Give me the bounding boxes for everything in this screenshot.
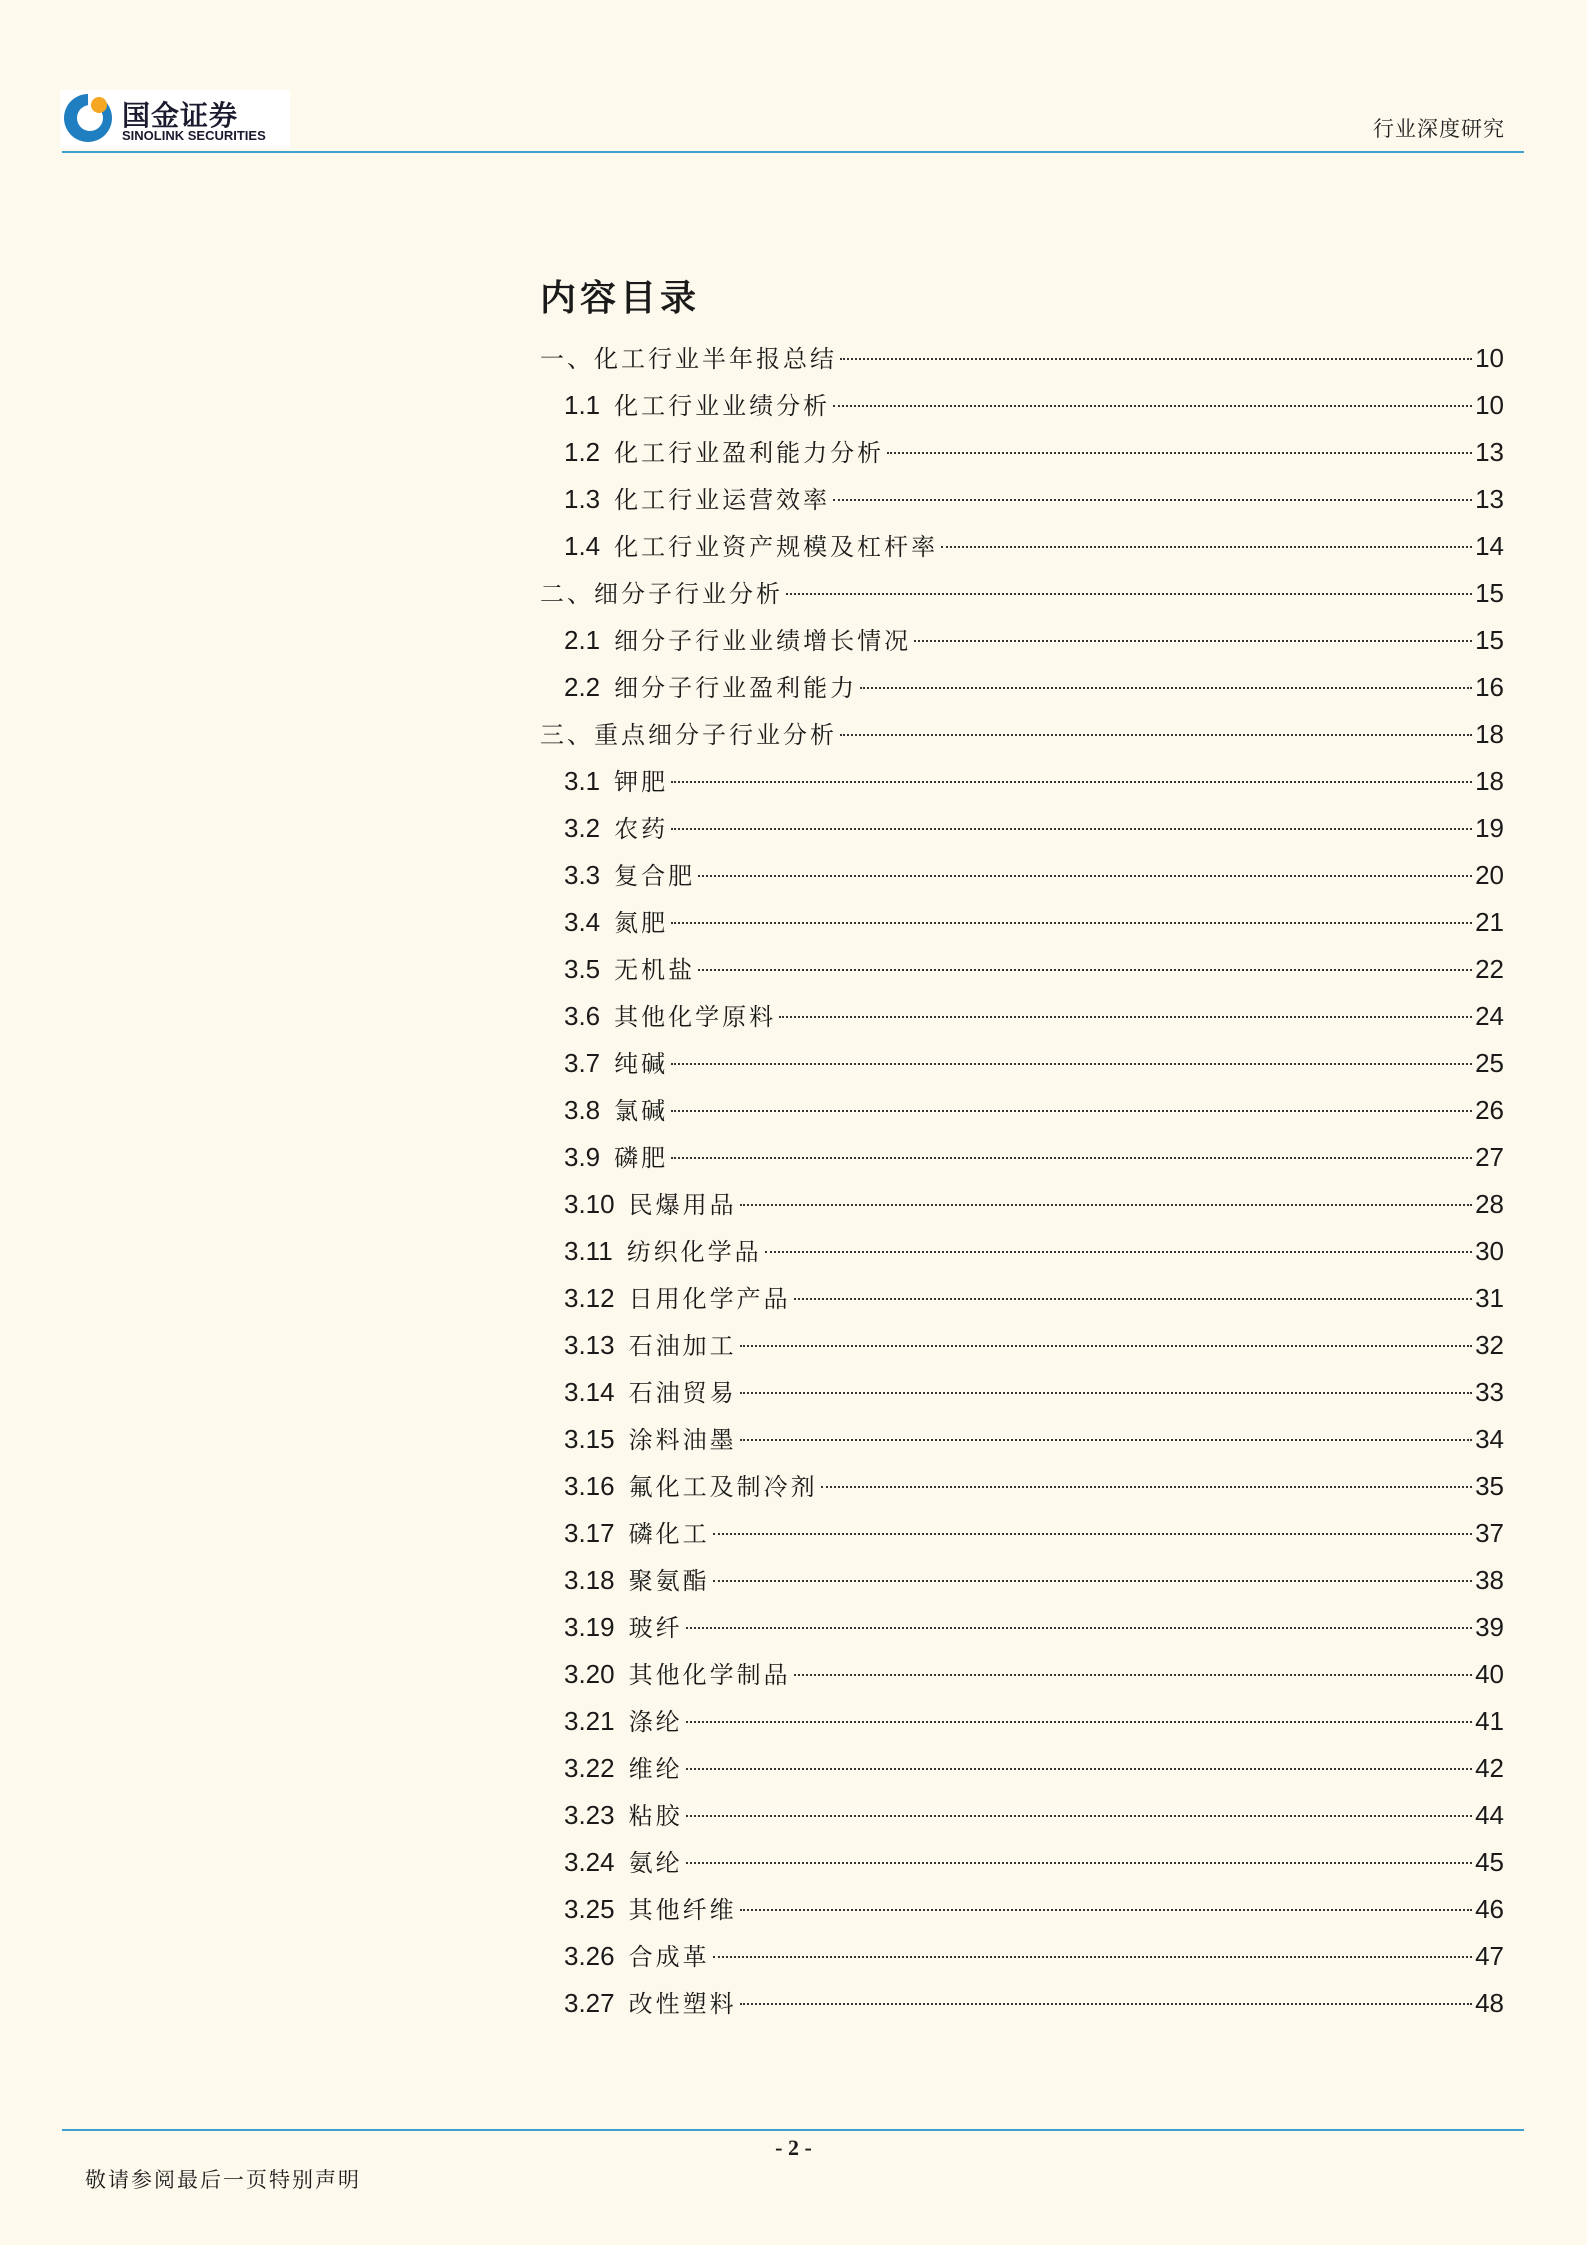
company-logo [60,90,290,148]
toc-entry-number: 3.12 [564,1283,615,1313]
toc-entry-page: 37 [1475,1518,1504,1548]
toc-entry[interactable] [540,1933,1504,1980]
toc-entry-number: 3.10 [564,1189,615,1219]
toc-dot-leader [671,1063,1472,1065]
toc-entry[interactable] [540,899,1504,946]
sinolink-logo-icon [62,92,114,144]
toc-entry-page: 22 [1475,954,1504,984]
toc-entry-number: 3.23 [564,1800,615,1830]
toc-dot-leader [740,1392,1472,1394]
toc-entry-label: 钾肥 [614,768,669,796]
toc-entry-label: 纺织化学品 [626,1238,762,1266]
toc-entry-page: 20 [1475,860,1504,890]
toc-entry-label: 细分子行业业绩增长情况 [614,627,912,655]
toc-entry-number: 3.19 [564,1612,615,1642]
toc-entry-number: 2.2 [564,672,601,702]
toc-entry[interactable] [540,570,1504,617]
toc-entry[interactable] [540,993,1504,1040]
toc-entry-number: 3.4 [564,907,601,937]
toc-entry-number: 2.1 [564,625,601,655]
toc-entry[interactable] [540,1087,1504,1134]
toc-entry-label: 化工行业运营效率 [614,486,831,514]
toc-entry-page: 21 [1475,907,1504,937]
toc-dot-leader [740,1204,1472,1206]
toc-dot-leader [833,405,1472,407]
toc-entry[interactable] [540,1886,1504,1933]
toc-entry[interactable] [540,805,1504,852]
report-type: 行业深度研究 [1373,117,1505,141]
toc-dot-leader [671,1157,1472,1159]
toc-entry-label: 其他化学原料 [614,1003,777,1031]
toc-entry-page: 31 [1475,1283,1504,1313]
toc-entry-label: 一、化工行业半年报总结 [540,345,837,373]
toc-entry-page: 32 [1475,1330,1504,1360]
toc-entry[interactable] [540,523,1504,570]
toc-entry[interactable] [540,617,1504,664]
toc-entry-number: 3.11 [564,1236,613,1266]
toc-entry-number: 3.27 [564,1988,615,2018]
toc-entry-number: 3.26 [564,1941,615,1971]
toc-dot-leader [671,828,1472,830]
toc-entry-page: 27 [1475,1142,1504,1172]
toc-entry[interactable] [540,758,1504,805]
toc-entry[interactable] [540,1134,1504,1181]
toc-entry-number: 3.22 [564,1753,615,1783]
toc-dot-leader [740,2003,1472,2005]
toc-entry-page: 42 [1475,1753,1504,1783]
toc-entry-page: 26 [1475,1095,1504,1125]
toc-entry-page: 39 [1475,1612,1504,1642]
toc-entry-label: 三、重点细分子行业分析 [540,721,837,749]
toc-dot-leader [941,546,1472,548]
toc-entry[interactable] [540,476,1504,523]
toc-entry-number: 3.25 [564,1894,615,1924]
toc-entry[interactable] [540,1510,1504,1557]
toc-dot-leader [698,875,1472,877]
toc-dot-leader [740,1909,1472,1911]
toc-entry-page: 47 [1475,1941,1504,1971]
toc-entry-page: 24 [1475,1001,1504,1031]
toc-entry-label: 磷化工 [628,1520,710,1548]
toc-entry-page: 34 [1475,1424,1504,1454]
toc-dot-leader [887,452,1472,454]
toc-entry-label: 石油加工 [628,1332,737,1360]
toc-entry[interactable] [540,1181,1504,1228]
toc-entry-label: 玻纤 [628,1614,683,1642]
toc-entry-page: 25 [1475,1048,1504,1078]
toc-entry[interactable] [540,1040,1504,1087]
logo-english-name: SINOLINK SECURITIES [122,128,266,143]
toc-dot-leader [698,969,1472,971]
toc-entry-page: 48 [1475,1988,1504,2018]
toc-entry-number: 1.2 [564,437,601,467]
toc-entry-page: 10 [1475,390,1504,420]
footer-divider [62,2129,1524,2131]
logo-chinese-name: 国金证券 [122,99,239,132]
toc-entry[interactable] [540,1275,1504,1322]
toc-entry-label: 复合肥 [614,862,696,890]
toc-entry-label: 其他纤维 [628,1896,737,1924]
toc-entry-label: 涂料油墨 [628,1426,737,1454]
toc-dot-leader [794,1298,1472,1300]
toc-entry[interactable] [540,1416,1504,1463]
toc-entry-number: 1.1 [564,390,601,420]
header-divider [62,151,1524,153]
toc-entry-label: 化工行业资产规模及杠杆率 [614,533,939,561]
toc-entry-label: 氨纶 [628,1849,683,1877]
toc-entry-number: 3.5 [564,954,601,984]
toc-dot-leader [686,1768,1472,1770]
toc-entry-number: 3.15 [564,1424,615,1454]
toc-dot-leader [833,499,1472,501]
toc-entry-page: 19 [1475,813,1504,843]
toc-dot-leader [765,1251,1472,1253]
toc-dot-leader [686,1627,1472,1629]
toc-entry-number: 3.13 [564,1330,615,1360]
toc-entry-page: 40 [1475,1659,1504,1689]
toc-entry-number: 1.4 [564,531,601,561]
toc-entry-number: 3.8 [564,1095,601,1125]
toc-dot-leader [671,1110,1472,1112]
toc-entry[interactable] [540,1369,1504,1416]
toc-entry-number: 3.17 [564,1518,615,1548]
toc-entry-label: 细分子行业盈利能力 [614,674,858,702]
toc-entry-page: 33 [1475,1377,1504,1407]
toc-dot-leader [779,1016,1472,1018]
toc-entry-number: 1.3 [564,484,601,514]
toc-entry-label: 氟化工及制冷剂 [628,1473,818,1501]
toc-dot-leader [740,1345,1472,1347]
toc-dot-leader [713,1956,1472,1958]
toc-entry-label: 聚氨酯 [628,1567,710,1595]
toc-entry[interactable] [540,664,1504,711]
toc-entry-page: 18 [1475,719,1504,749]
toc-dot-leader [713,1533,1472,1535]
toc-title: 内容目录 [540,277,701,319]
toc-entry-label: 改性塑料 [628,1990,737,2018]
toc-entry-label: 涤纶 [628,1708,683,1736]
toc-entry[interactable] [540,1698,1504,1745]
toc-dot-leader [840,734,1472,736]
toc-entry-page: 38 [1475,1565,1504,1595]
toc-entry-label: 民爆用品 [628,1191,737,1219]
toc-entry-number: 3.1 [564,766,601,796]
toc-entry-page: 18 [1475,766,1504,796]
toc-entry[interactable] [540,1651,1504,1698]
toc-entry-label: 石油贸易 [628,1379,737,1407]
toc-dot-leader [821,1486,1472,1488]
toc-entry[interactable] [540,1463,1504,1510]
toc-entry-number: 3.20 [564,1659,615,1689]
toc-entry-number: 3.6 [564,1001,601,1031]
toc-entry-number: 3.7 [564,1048,601,1078]
toc-entry-label: 化工行业盈利能力分析 [614,439,885,467]
toc-entry-label: 磷肥 [614,1144,669,1172]
toc-entry[interactable] [540,852,1504,899]
toc-entry-page: 15 [1475,625,1504,655]
footer-disclaimer: 敬请参阅最后一页特别声明 [85,2168,361,2192]
toc-entry-label: 其他化学制品 [628,1661,791,1689]
toc-entry-page: 28 [1475,1189,1504,1219]
toc-entry-label: 纯碱 [614,1050,669,1078]
toc-entry-label: 氯碱 [614,1097,669,1125]
toc-dot-leader [671,781,1472,783]
toc-entry[interactable] [540,382,1504,429]
toc-entry[interactable] [540,335,1504,382]
toc-dot-leader [794,1674,1472,1676]
toc-entry-page: 44 [1475,1800,1504,1830]
toc-entry-page: 13 [1475,484,1504,514]
toc-entry-label: 粘胶 [628,1802,683,1830]
toc-entry[interactable] [540,1322,1504,1369]
toc-entry-page: 13 [1475,437,1504,467]
toc-dot-leader [840,358,1472,360]
toc-entry[interactable] [540,1604,1504,1651]
toc-entry-number: 3.24 [564,1847,615,1877]
toc-entry-label: 二、细分子行业分析 [540,580,783,608]
toc-dot-leader [686,1815,1472,1817]
toc-entry-label: 氮肥 [614,909,669,937]
toc-entry-page: 30 [1475,1236,1504,1266]
toc-entry-page: 45 [1475,1847,1504,1877]
table-of-contents [540,335,1504,2027]
toc-dot-leader [740,1439,1472,1441]
toc-entry[interactable] [540,946,1504,993]
toc-entry[interactable] [540,429,1504,476]
toc-entry[interactable] [540,1557,1504,1604]
toc-dot-leader [686,1862,1472,1864]
toc-entry-label: 无机盐 [614,956,696,984]
toc-dot-leader [914,640,1472,642]
toc-dot-leader [860,687,1472,689]
toc-entry[interactable] [540,1980,1504,2027]
toc-entry-number: 3.3 [564,860,601,890]
toc-entry[interactable] [540,1792,1504,1839]
toc-entry-page: 15 [1475,578,1504,608]
toc-entry-page: 16 [1475,672,1504,702]
toc-entry-number: 3.16 [564,1471,615,1501]
page-number: - 2 - [775,2135,812,2160]
toc-entry-label: 化工行业业绩分析 [614,392,831,420]
toc-entry[interactable] [540,1228,1504,1275]
toc-dot-leader [713,1580,1472,1582]
toc-entry-page: 14 [1475,531,1504,561]
toc-entry-label: 日用化学产品 [628,1285,791,1313]
toc-entry-number: 3.14 [564,1377,615,1407]
toc-entry-number: 3.2 [564,813,601,843]
toc-entry-page: 46 [1475,1894,1504,1924]
toc-entry-number: 3.18 [564,1565,615,1595]
toc-entry-page: 41 [1475,1706,1504,1736]
toc-entry-number: 3.21 [564,1706,615,1736]
toc-entry-page: 35 [1475,1471,1504,1501]
toc-entry-page: 10 [1475,343,1504,373]
toc-dot-leader [786,593,1472,595]
toc-entry-label: 农药 [614,815,669,843]
toc-entry[interactable] [540,1745,1504,1792]
toc-entry-label: 维纶 [628,1755,683,1783]
toc-dot-leader [671,922,1472,924]
toc-entry[interactable] [540,1839,1504,1886]
toc-entry-number: 3.9 [564,1142,601,1172]
toc-entry-label: 合成革 [628,1943,710,1971]
toc-dot-leader [686,1721,1472,1723]
toc-entry[interactable] [540,711,1504,758]
